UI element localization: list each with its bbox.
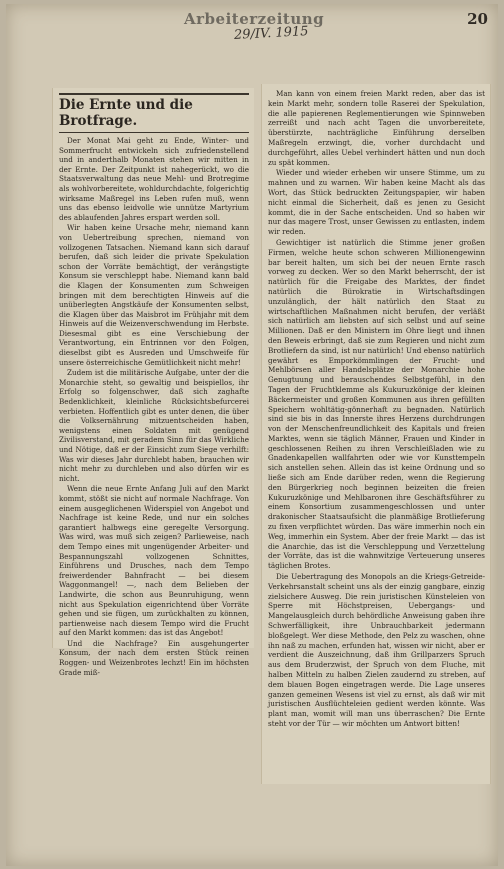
article-paragraph: Wenn die neue Ernte Anfang Juli auf den Markt kommt, stößt sie nicht auf normale Nachfrage. Von einem ausgeglichenen Widerspiel von Angebot und Nachfrage ist keine Rede, und nur ein solches garantiert halbwegs eine geregelte Versorgung. Was wird, was muß sich zeigen? Parlieweise, nach dem Tempo eines mit ungenügender Arbeiter- und Bespannungszahl vollzogenen Schnittes, Einführens und Drusches, nach dem Tempo freiwerdender Bahnfracht — bei diesem Waggonmangel! —, nach dem Belieben der Landwirte, die schon aus Beunruhigung, wenn nicht aus Spekulation eigenrichtend über Vorräte gehen und sie fügen, um zurückhalten zu können, partienweise nach diesem Tempo wird die Frucht auf den Markt kommen: das ist das Angebot! — [59, 484, 249, 638]
article-paragraph: Zudem ist die militärische Aufgabe, unter der die Monarchie steht, so gewaltig und beispiellos, ihr Erfolg so folgenschwer, daß sich zaghafte Bedenklichkeit, kleinliche Rücksichtsbefurcerei verbieten. Hoffentlich gibt es unter denen, die über die Volksernährung mitzuentscheiden haben, wenigstens einen Soldaten mit genügend Zivilisverstand, mit geradem Sinn für das Wirkliche und Nötige, daß er der Einsicht zum Siege verhilft: Was wir dieses Jahr durchlebt haben, brauchen wir nicht mehr zu durchleben und also dürfen wir es nicht. — [59, 368, 249, 483]
page-number: 20 — [467, 10, 488, 28]
article-paragraph: Der Monat Mai geht zu Ende, Winter- und Sommerfrucht entwickeln sich zufriedenstellend und in anderthalb Monaten stehen wir mitten in der Ernte. Der Zeitpunkt ist nahegerückt, wo die Staatsverwaltung das neue Mehl- und Brotregime als wohlvorbereitete, wohldurchdachte, folgerichtig wirksame Maßregel ins Leben rufen muß, wenn uns das ebenso leidvolle wie unnütze Martyrium des ablaufenden Jahres erspart werden soll. — [59, 136, 249, 222]
article-paragraph: Wieder und wieder erheben wir unsere Stimme, um zu mahnen und zu warnen. Wir haben keine Macht als das Wort, das Stück bedruckten Zeitungspapier, wir haben nicht einmal die Sicherheit, daß es jenen zu Gesicht kommt, die in der Sache entscheiden. Und so haben wir nur das magere Trost, unser Gewissen zu entlasten, indem wir reden. — [268, 168, 485, 237]
article-paragraph: Und die Nachfrage? Ein ausgehungerter Konsum, der nach dem ersten Stück reinen Roggen- und Weizenbrotes lechzt! Ein im höchsten Grade miß- — [59, 638, 249, 677]
article-left-column — [52, 88, 254, 677]
masthead: Arbeiterzeitung — [184, 10, 325, 28]
newspaper-page — [6, 4, 498, 866]
article-paragraph: Wir haben keine Ursache mehr, niemand kann von Uebertreibung sprechen, niemand von vollzogenen Tatsachen. Niemand kann sich darauf berufen, daß sich leider die private Spekulation schon der Vorräte bemächtigt, der verängstigte Konsum sie verschleppt habe. Niemand kann bald die Klagen der Konsumenten zum Schweigen bringen mit dem berechtigten Hinweis auf die unüberlegten Angstkäufe der Konsumenten selbst, die Klagen über das Maisbrot im Frühjahr mit dem Hinweis auf die Weizenverschwendung im Herbste. Diesesmal gibt es eine Verschiebung der Verantwortung, ein Entrinnen vor den Folgen, dieselbst gibt es Ausreden und Umschweife für unsere österreichische Gemütlichkeit nicht mehr! — [59, 223, 249, 367]
article-headline: Die Ernte und die Brotfrage. — [59, 93, 249, 133]
article-right-column — [261, 84, 491, 784]
article-paragraph: Man kann von einem freien Markt reden, aber das ist kein Markt mehr, sondern tolle Raserei der Spekulation, die alle papierenen Reglementierungen wie Spinnweben zerreißt und nach acht Tagen die unvorbereitete, überstürzte, nachträgliche Einführung derselben Maßregeln erzwingt, die, vorher durchdacht und durchgeführt, alles Uebel verhindert hätten und nun doch zu spät kommen. — [268, 89, 485, 167]
article-paragraph: Gewichtiger ist natürlich die Stimme jener großen Firmen, welche heute schon schweren Millionengewinn bar bereit halten, um sich bei der neuen Ernte rasch vorweg zu decken. Wer so den Markt beherrscht, der ist natürlich für die Freigabe des Marktes, der findet natürlich die Bürokratie in Wirtschaftsdingen unzulänglich, der hält natürlich den Staat zu wirtschaftlichen Maßnahmen nicht berufen, der verläßt sich natürlich am liebsten auf sich selbst und auf seine Millionen. Daß er den Ministern im Ohre liegt und ihnen den Beweis erbringt, daß sie zum Regieren und nicht zum Brotliefern da sind, ist nur natürlich! Und ebenso natürlich gewährt es Emporkömmlingen der Frucht- und Mehlbörsen aller Handelsplätze der Monarchie hohe Genugtuung und berauschendes Selbstgefühl, in den Tagen der Fruchtklemme als Kukuruzkönige der kleinen Bäckermeister und großen Kommunen aus ihren gefüllten Speichern wohltätig-gönnerhaft zu begnaden. Natürlich sind sie bis in das Innerste ihres Herzens durchdrungen von der Menschenfreundlichkeit des Kapitals und freien Marktes, wenn sie täglich Männer, Frauen und Kinder in geschlossenen Reihen zu ihren Verschleißladen wie zu Gnadenkapellen wallfahrten oder wie vor Kunsttempeln sich anstellen sehen. Allein das ist keine Ordnung und so ließe sich am Ende darüber reden, wenn die Regierung den Bürgerkrieg noch beginnen beizeiten die freien Kukuruzkönige und Mehlbaronen ihre Geschäftsführer zu einem Konsortium zusammengeschlossen und unter drakonischer Staatsaufsicht die planmäßige Brotlieferung zu fixen verpflichtet würden. Das wäre immerhin noch ein Weg, immerhin ein System. Aber der freie Markt — das ist die Anarchie, das ist die Verschleppung und Verzettelung der Vorräte, das ist die wahnwitzige Verteuerung unseres täglichen Brotes. — [268, 237, 485, 571]
article-paragraph: Die Uebertragung des Monopols an die Kriegs-Getreide-Verkehrsanstalt scheint uns als der einzig gangbare, einzig zielsichere Ausweg. Die rein juristischen Künsteleien von Sperre mit Höchstpreisen, Uebergangs- und Mangelausgleich durch behördliche Anweisung gaben ihre Schwerfälligkeit, ihre Unbrauchbarkeit jedermann bloßgelegt. Wer diese Methode, den Pelz zu waschen, ohne ihn naß zu machen, erfunden hat, wissen wir nicht, aber er verdient die Auszeichnung, daß ihm Grillparzers Spruch aus dem Bruderzwist, der Spruch von dem Fluche, mit halben Mitteln zu halben Zielen zaudernd zu streben, auf dem blauen Bogen eingetragen werde. Die Lage unseres ganzen gemeinen Wesens ist viel zu ernst, als daß wir mit juristischen Ausflüchteleien gedient werden könnte. Was plant man, womit will man uns überraschen? Die Ernte steht vor der Tür — wir möchten um Antwort bitten! — [268, 572, 485, 728]
handwritten-date: 29/IV. 1915 — [233, 24, 309, 43]
